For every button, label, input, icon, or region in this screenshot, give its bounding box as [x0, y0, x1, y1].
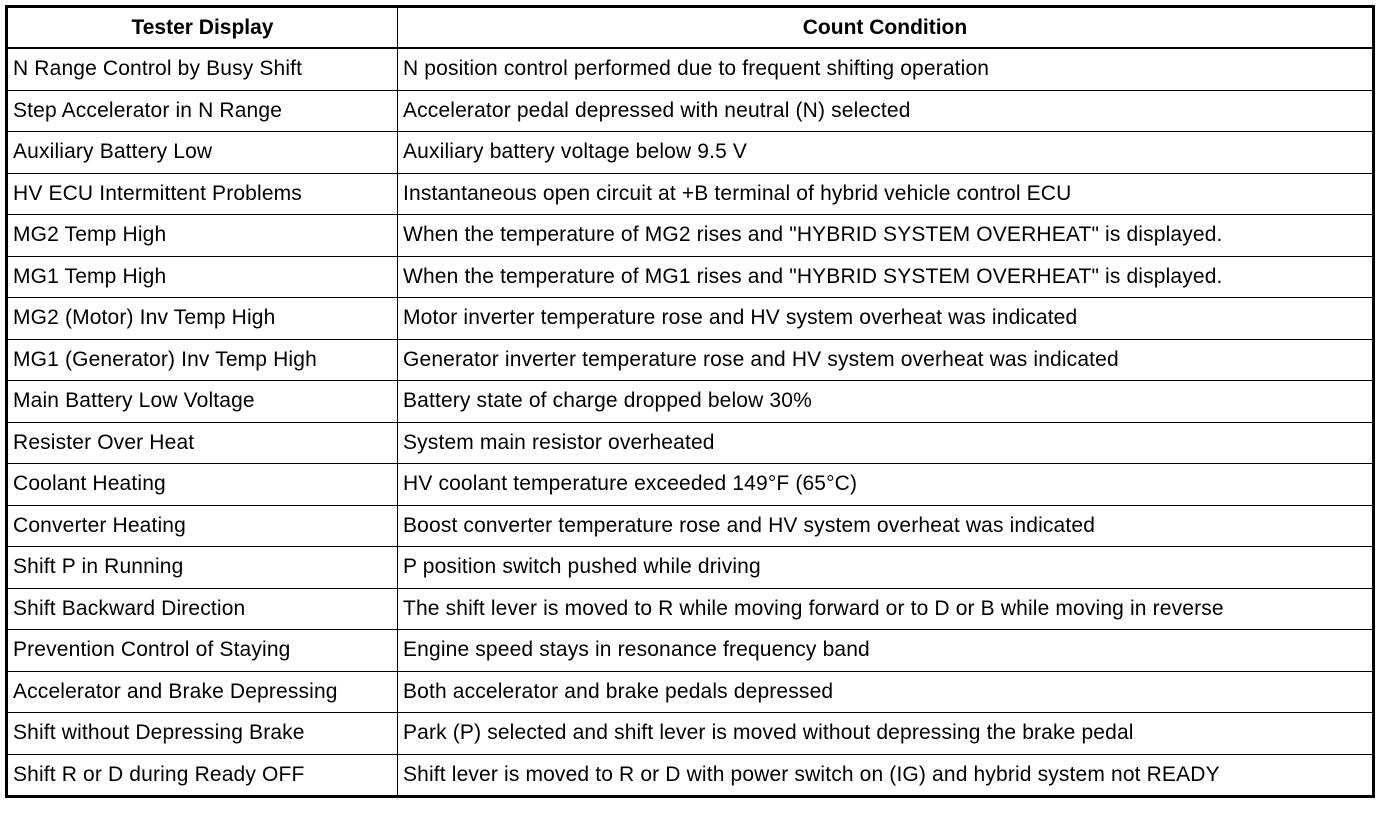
table-row — [7, 547, 1374, 589]
tester-display-cell: N Range Control by Busy Shift — [7, 48, 398, 90]
tester-display-cell: Auxiliary Battery Low — [7, 132, 398, 174]
tester-display-cell: MG2 (Motor) Inv Temp High — [7, 298, 398, 340]
tester-display-cell: Converter Heating — [7, 505, 398, 547]
tester-display-cell: MG1 (Generator) Inv Temp High — [7, 339, 398, 381]
table-header-row — [7, 7, 1374, 49]
count-condition-cell: HV coolant temperature exceeded 149°F (65°C) — [398, 464, 1374, 506]
table-row — [7, 298, 1374, 340]
count-condition-cell: Auxiliary battery voltage below 9.5 V — [398, 132, 1374, 174]
tester-display-cell: Shift R or D during Ready OFF — [7, 754, 398, 797]
table-row — [7, 339, 1374, 381]
tester-display-cell: Coolant Heating — [7, 464, 398, 506]
count-condition-cell: Accelerator pedal depressed with neutral (N) selected — [398, 90, 1374, 132]
tester-display-cell: Shift P in Running — [7, 547, 398, 589]
tester-display-table — [5, 5, 1375, 798]
tester-display-cell: Resister Over Heat — [7, 422, 398, 464]
table-row — [7, 588, 1374, 630]
document-page — [5, 5, 1375, 798]
tester-display-cell: Shift without Depressing Brake — [7, 713, 398, 755]
table-row — [7, 215, 1374, 257]
table-row — [7, 132, 1374, 174]
table-body — [7, 48, 1374, 797]
tester-display-cell: MG1 Temp High — [7, 256, 398, 298]
table-row — [7, 505, 1374, 547]
tester-display-cell: Shift Backward Direction — [7, 588, 398, 630]
count-condition-cell: Both accelerator and brake pedals depressed — [398, 671, 1374, 713]
tester-display-cell: MG2 Temp High — [7, 215, 398, 257]
count-condition-cell: Instantaneous open circuit at +B terminal of hybrid vehicle control ECU — [398, 173, 1374, 215]
header-count-condition: Count Condition — [398, 7, 1374, 49]
table-row — [7, 173, 1374, 215]
table-row — [7, 381, 1374, 423]
table-row — [7, 90, 1374, 132]
count-condition-cell: When the temperature of MG1 rises and "HYBRID SYSTEM OVERHEAT" is displayed. — [398, 256, 1374, 298]
table-row — [7, 754, 1374, 797]
count-condition-cell: Generator inverter temperature rose and HV system overheat was indicated — [398, 339, 1374, 381]
tester-display-cell: HV ECU Intermittent Problems — [7, 173, 398, 215]
count-condition-cell: Engine speed stays in resonance frequency band — [398, 630, 1374, 672]
table-row — [7, 464, 1374, 506]
count-condition-cell: When the temperature of MG2 rises and "HYBRID SYSTEM OVERHEAT" is displayed. — [398, 215, 1374, 257]
tester-display-cell: Accelerator and Brake Depressing — [7, 671, 398, 713]
table-row — [7, 422, 1374, 464]
table-row — [7, 48, 1374, 90]
tester-display-cell: Prevention Control of Staying — [7, 630, 398, 672]
table-row — [7, 630, 1374, 672]
table-row — [7, 671, 1374, 713]
count-condition-cell: Shift lever is moved to R or D with power switch on (IG) and hybrid system not READY — [398, 754, 1374, 797]
count-condition-cell: Boost converter temperature rose and HV system overheat was indicated — [398, 505, 1374, 547]
count-condition-cell: P position switch pushed while driving — [398, 547, 1374, 589]
table-row — [7, 256, 1374, 298]
count-condition-cell: Motor inverter temperature rose and HV system overheat was indicated — [398, 298, 1374, 340]
count-condition-cell: N position control performed due to frequent shifting operation — [398, 48, 1374, 90]
count-condition-cell: The shift lever is moved to R while moving forward or to D or B while moving in reverse — [398, 588, 1374, 630]
tester-display-cell: Main Battery Low Voltage — [7, 381, 398, 423]
count-condition-cell: System main resistor overheated — [398, 422, 1374, 464]
count-condition-cell: Park (P) selected and shift lever is moved without depressing the brake pedal — [398, 713, 1374, 755]
count-condition-cell: Battery state of charge dropped below 30% — [398, 381, 1374, 423]
table-row — [7, 713, 1374, 755]
header-tester-display: Tester Display — [7, 7, 398, 49]
tester-display-cell: Step Accelerator in N Range — [7, 90, 398, 132]
